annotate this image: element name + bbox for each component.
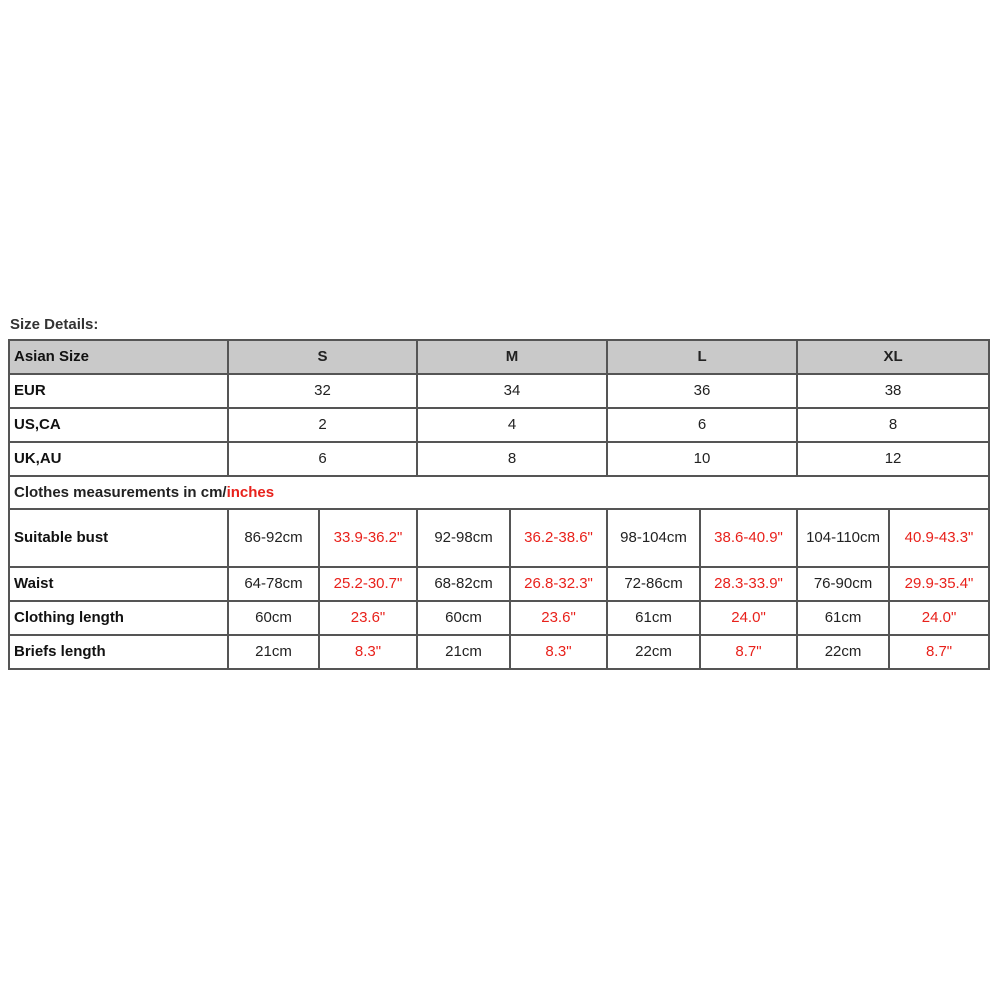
- table-cell-inch: 8.7": [889, 635, 989, 669]
- table-cell-inch: 40.9-43.3": [889, 509, 989, 567]
- table-cell-cm: 72-86cm: [607, 567, 700, 601]
- section-prefix: Clothes measurements in cm/: [14, 483, 227, 501]
- size-chart-table: [8, 339, 990, 670]
- row-label: Clothing length: [9, 601, 228, 635]
- row-label: UK,AU: [9, 442, 228, 476]
- table-cell-inch: 23.6": [319, 601, 417, 635]
- table-cell-inch: 8.3": [319, 635, 417, 669]
- size-header-s: S: [228, 340, 417, 374]
- section-heading: [9, 476, 989, 509]
- table-cell-cm: 61cm: [607, 601, 700, 635]
- table-row-briefs-length: [9, 635, 989, 669]
- table-cell: 8: [797, 408, 989, 442]
- table-cell: 34: [417, 374, 607, 408]
- table-cell-cm: 22cm: [797, 635, 889, 669]
- table-cell: 38: [797, 374, 989, 408]
- table-cell-inch: 24.0": [700, 601, 797, 635]
- row-label: Suitable bust: [9, 509, 228, 567]
- table-cell-inch: 25.2-30.7": [319, 567, 417, 601]
- table-row-uk-au: [9, 442, 989, 476]
- table-cell-cm: 76-90cm: [797, 567, 889, 601]
- table-cell-cm: 86-92cm: [228, 509, 319, 567]
- table-cell-inch: 24.0": [889, 601, 989, 635]
- table-cell: 8: [417, 442, 607, 476]
- table-cell: 6: [228, 442, 417, 476]
- size-header-m: M: [417, 340, 607, 374]
- row-label: EUR: [9, 374, 228, 408]
- table-cell-inch: 26.8-32.3": [510, 567, 607, 601]
- table-row-suitable-bust: [9, 509, 989, 567]
- row-label: Waist: [9, 567, 228, 601]
- table-cell: 36: [607, 374, 797, 408]
- table-cell-inch: 23.6": [510, 601, 607, 635]
- table-cell-cm: 61cm: [797, 601, 889, 635]
- table-cell-cm: 60cm: [228, 601, 319, 635]
- header-row: [9, 340, 989, 374]
- table-cell: 4: [417, 408, 607, 442]
- table-cell-inch: 8.3": [510, 635, 607, 669]
- size-header-l: L: [607, 340, 797, 374]
- table-cell-cm: 60cm: [417, 601, 510, 635]
- table-cell: 2: [228, 408, 417, 442]
- table-cell: 32: [228, 374, 417, 408]
- table-row-waist: [9, 567, 989, 601]
- table-cell-inch: 36.2-38.6": [510, 509, 607, 567]
- table-cell-cm: 21cm: [417, 635, 510, 669]
- table-row-eur: [9, 374, 989, 408]
- table-cell-cm: 98-104cm: [607, 509, 700, 567]
- table-cell-cm: 92-98cm: [417, 509, 510, 567]
- table-row-clothing-length: [9, 601, 989, 635]
- row-label: US,CA: [9, 408, 228, 442]
- table-cell-inch: 33.9-36.2": [319, 509, 417, 567]
- table-cell-cm: 104-110cm: [797, 509, 889, 567]
- table-cell-cm: 22cm: [607, 635, 700, 669]
- table-cell-inch: 28.3-33.9": [700, 567, 797, 601]
- table-cell-cm: 64-78cm: [228, 567, 319, 601]
- table-cell-inch: 8.7": [700, 635, 797, 669]
- table-cell-inch: 29.9-35.4": [889, 567, 989, 601]
- header-label: Asian Size: [9, 340, 228, 374]
- table-cell-cm: 68-82cm: [417, 567, 510, 601]
- section-highlight: inches: [226, 483, 275, 501]
- table-cell: 12: [797, 442, 989, 476]
- row-label: Briefs length: [9, 635, 228, 669]
- size-header-xl: XL: [797, 340, 989, 374]
- table-caption: Size Details:: [10, 316, 99, 333]
- measurements-section-row: [9, 476, 989, 509]
- table-cell-inch: 38.6-40.9": [700, 509, 797, 567]
- table-cell-cm: 21cm: [228, 635, 319, 669]
- table-cell: 6: [607, 408, 797, 442]
- table-row-us-ca: [9, 408, 989, 442]
- table-cell: 10: [607, 442, 797, 476]
